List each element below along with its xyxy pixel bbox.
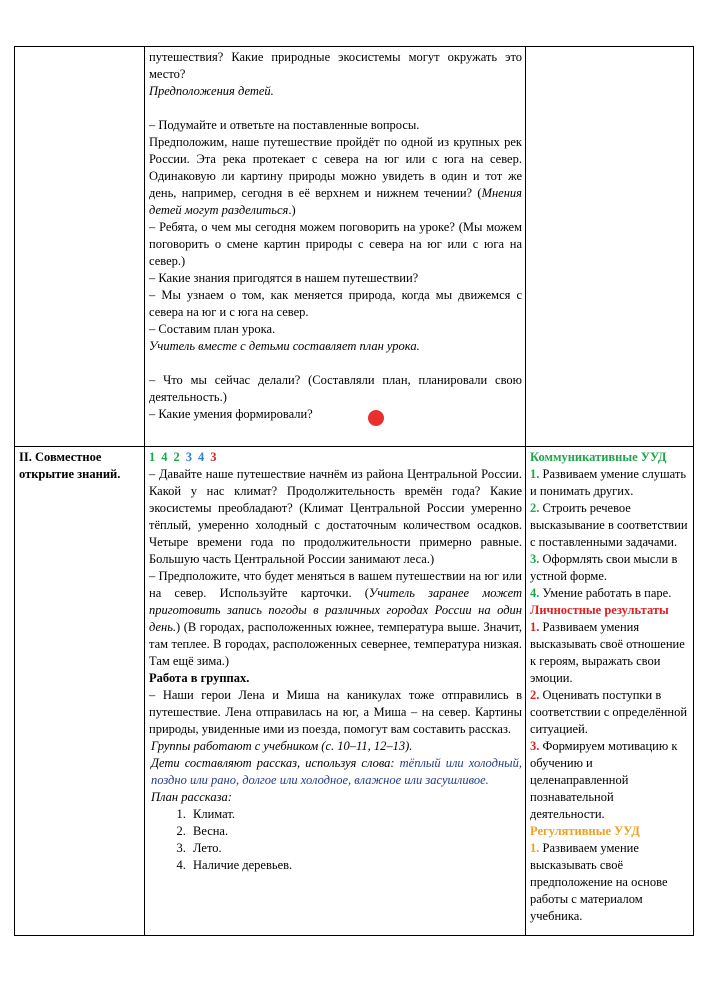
list-item: 3. Оформлять свои мысли в устной форме.	[530, 552, 678, 583]
card-number: 1	[149, 450, 156, 464]
list-item: 4. Умение работать в паре.	[530, 586, 672, 600]
paragraph: – Наши герои Лена и Миша на каникулах тоже отправились в путешествие. Лена отправилась на юг, а Миша – на север. Картины природы, увиденные ими из поезда, помогут вам составить рассказ.	[149, 688, 522, 736]
paragraph: Учитель вместе с детьми составляет план урока.	[149, 339, 420, 353]
paragraph: – Давайте наше путешествие начнём из района Центральной России. Какой у нас климат? Продолжительность времён года? Какие экосистемы преобладают? (Климат Центральной России умеренно тёплый, умеренно холодный с достаточным количеством осадков. Четыре времени года по продолжительности примерно равные. Большую часть Центральной России занимают леса.)	[149, 467, 522, 566]
list-item: 2. Оценивать поступки в соответствии с определённой ситуацией.	[530, 688, 688, 736]
card-number: 2	[173, 450, 180, 464]
paragraph: Предположения детей.	[149, 84, 274, 98]
list-item: 1. Климат.	[189, 806, 522, 823]
card-number: 4	[198, 450, 205, 464]
plan-title: План рассказа:	[151, 790, 232, 804]
regulative-uud-heading: Регулятивные УУД	[530, 824, 640, 838]
paragraph: Предположим, наше путешествие пройдёт по одной из крупных рек России. Эта река протекает с севера на юг или с юга на север. Одинаковую ли картину природы можно увидеть в один и тот же день, например, сегодня в её верхнем и нижнем течении? (Мнения детей могут разделиться.)	[149, 135, 522, 217]
paragraph: Дети составляют рассказ, используя слова: тёплый или холодный, поздно или рано, долгое или холодное, влажное или засушливое.	[151, 756, 522, 787]
list-item: 3. Формируем мотивацию к обучению и целенаправленной познавательной деятельности.	[530, 739, 678, 821]
paragraph: – Мы узнаем о том, как меняется природа, когда мы движемся с севера на юг и с юга на север.	[149, 288, 522, 319]
list-item: 4. Наличие деревьев.	[189, 857, 522, 874]
paragraph: Группы работают с учебником (с. 10–11, 12–13).	[151, 739, 413, 753]
list-item: 1. Развиваем умение высказывать своё предположение на основе работы с материалом учебника.	[530, 841, 668, 923]
paragraph: – Что мы сейчас делали? (Составляли план, планировали свою деятельность.)	[149, 373, 522, 404]
list-item: 1. Развиваем умение слушать и понимать других.	[530, 467, 687, 498]
table-row	[15, 447, 694, 936]
stage-cell	[15, 47, 145, 447]
activity-cell	[145, 47, 526, 447]
card-numbers	[149, 449, 522, 466]
paragraph: – Предположите, что будет меняться в вашем путешествии на юг или на север. Используйте карточки. (Учитель заранее может приготовить запись погоды в различных городах России на один день.) (В городах, расположенных южнее, температура выше. Значит, там теплее. В городах, расположенных севернее, температура низкая. Там ещё зима.)	[149, 569, 522, 668]
paragraph: – Подумайте и ответьте на поставленные вопросы.	[149, 118, 420, 132]
card-number: 3	[210, 450, 217, 464]
paragraph: путешествия? Какие природные экосистемы могут окружать это место?	[149, 50, 522, 81]
group-work-heading: Работа в группах.	[149, 671, 250, 685]
card-number: 4	[161, 450, 168, 464]
results-cell	[526, 47, 694, 447]
results-cell	[526, 447, 694, 936]
list-item: 1. Развиваем умения высказывать своё отношение к героям, выражать свои эмоции.	[530, 620, 685, 685]
table-row	[15, 47, 694, 447]
personal-results-heading: Личностные результаты	[530, 603, 669, 617]
paragraph: – Какие умения формировали?	[149, 407, 313, 421]
list-item: 2. Строить речевое высказывание в соответствии с поставленными задачами.	[530, 501, 688, 549]
story-plan-list	[149, 806, 522, 874]
paragraph: – Ребята, о чем мы сегодня можем поговорить на уроке? (Мы можем поговорить о смене картин природы с севера на юг или с юга на север.)	[149, 220, 522, 268]
paragraph: – Какие знания пригодятся в нашем путешествии?	[149, 271, 419, 285]
communicative-uud-heading: Коммуникативные УУД	[530, 450, 667, 464]
activity-cell	[145, 447, 526, 936]
stage-cell	[15, 447, 145, 936]
list-item: 3. Лето.	[189, 840, 522, 857]
lesson-plan-table	[14, 46, 694, 936]
stage-title: II. Совместное открытие знаний.	[19, 450, 121, 481]
list-item: 2. Весна.	[189, 823, 522, 840]
paragraph: – Составим план урока.	[149, 322, 276, 336]
card-number: 3	[185, 450, 192, 464]
red-dot-marker	[368, 410, 384, 426]
